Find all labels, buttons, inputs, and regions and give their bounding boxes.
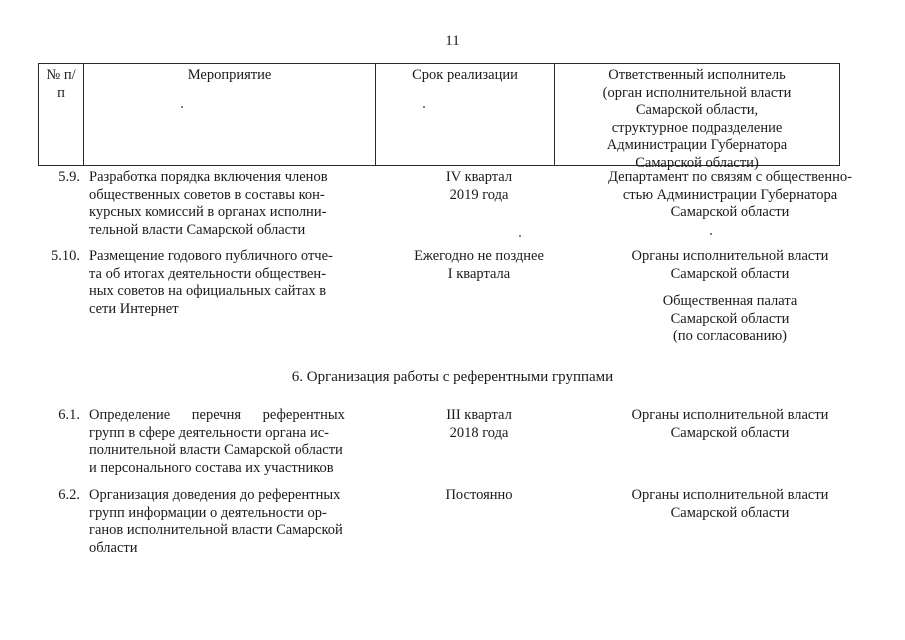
header-responsible-line: структурное подразделение <box>611 119 783 136</box>
responsible-line: Органы исполнительной власти <box>631 248 829 264</box>
row-number: 5.10. <box>51 248 80 264</box>
activity-line: Организация доведения до референтных <box>89 487 341 503</box>
row-number: 5.9. <box>58 169 80 185</box>
header-number-cell <box>39 64 84 166</box>
term-line: Постоянно <box>445 487 513 503</box>
term-line: 2019 года <box>449 186 509 203</box>
term-line: I квартала <box>447 265 511 282</box>
page-number: 11 <box>445 33 460 49</box>
responsible-line: стью Администрации Губернатора <box>622 186 838 203</box>
header-term-cell <box>376 64 555 166</box>
table-header <box>38 63 840 171</box>
row-activity <box>89 248 365 318</box>
row-term <box>394 248 564 283</box>
header-responsible-line: Ответственный исполнитель <box>608 67 786 83</box>
row-activity <box>89 487 365 557</box>
activity-line: групп информации о деятельности ор- <box>89 504 327 521</box>
activity-line: Размещение годового публичного отче- <box>89 248 333 264</box>
row-responsible <box>585 169 875 222</box>
section-title: 6. Организация работы с референтными группами <box>291 369 614 385</box>
responsible-line: Самарской области <box>670 310 790 327</box>
activity-line: области <box>89 539 138 556</box>
responsible-line: Органы исполнительной власти <box>631 407 829 423</box>
row-activity <box>89 407 365 477</box>
row-responsible <box>585 248 875 346</box>
responsible-spacer <box>585 283 875 293</box>
activity-line: курсных комиссий в органах исполни- <box>89 204 327 220</box>
scan-speck <box>710 233 712 235</box>
scan-speck <box>519 235 521 237</box>
term-line: IV квартал <box>445 169 513 185</box>
header-activity-cell <box>84 64 376 166</box>
responsible-line: Самарской области <box>670 204 790 220</box>
scan-speck <box>423 106 425 108</box>
term-line: III квартал <box>446 407 512 423</box>
row-term <box>394 169 564 204</box>
activity-line: тельной власти Самарской области <box>89 221 306 238</box>
responsible-line: Общественная палата <box>662 293 798 309</box>
activity-line: и персонального состава их участников <box>89 459 334 476</box>
activity-line: ганов исполнительной власти Самарской <box>89 522 343 538</box>
header-responsible-line: Самарской области, <box>635 102 759 118</box>
header-responsible-line: Администрации Губернатора <box>606 137 788 153</box>
responsible-line: Органы исполнительной власти <box>631 487 829 503</box>
row-term <box>394 487 564 505</box>
activity-line: сети Интернет <box>89 300 179 317</box>
header-number: № п/п <box>46 67 76 101</box>
header-responsible-line: (орган исполнительной власти <box>602 84 792 101</box>
row-number: 6.2. <box>58 487 80 503</box>
row-responsible <box>585 407 875 442</box>
row-term <box>394 407 564 442</box>
responsible-line: Самарской области <box>670 424 790 441</box>
header-term: Срок реализации <box>412 67 518 83</box>
activity-line: групп в сфере деятельности органа ис- <box>89 424 329 441</box>
activity-line: полнительной власти Самарской области <box>89 442 343 458</box>
term-line: 2018 года <box>449 424 509 441</box>
responsible-line: Департамент по связям с общественно- <box>608 169 852 185</box>
responsible-line: Самарской области <box>670 265 790 282</box>
row-activity <box>89 169 365 239</box>
header-responsible-cell <box>555 64 840 171</box>
row-number: 6.1. <box>58 407 80 423</box>
responsible-line: Самарской области <box>670 504 790 521</box>
scan-speck <box>181 106 183 108</box>
header-responsible-line: Самарской области) <box>635 154 759 171</box>
activity-line: Разработка порядка включения членов <box>89 169 328 185</box>
activity-line: ных советов на официальных сайтах в <box>89 283 327 299</box>
activity-line: Определение перечня референтных <box>89 407 345 423</box>
activity-line: та об итогах деятельности обществен- <box>89 265 327 282</box>
row-responsible <box>585 487 875 522</box>
responsible-line: (по согласованию) <box>673 328 787 344</box>
activity-line: общественных советов в составы кон- <box>89 186 325 203</box>
term-line: Ежегодно не позднее <box>414 248 544 264</box>
header-activity: Мероприятие <box>187 67 272 83</box>
